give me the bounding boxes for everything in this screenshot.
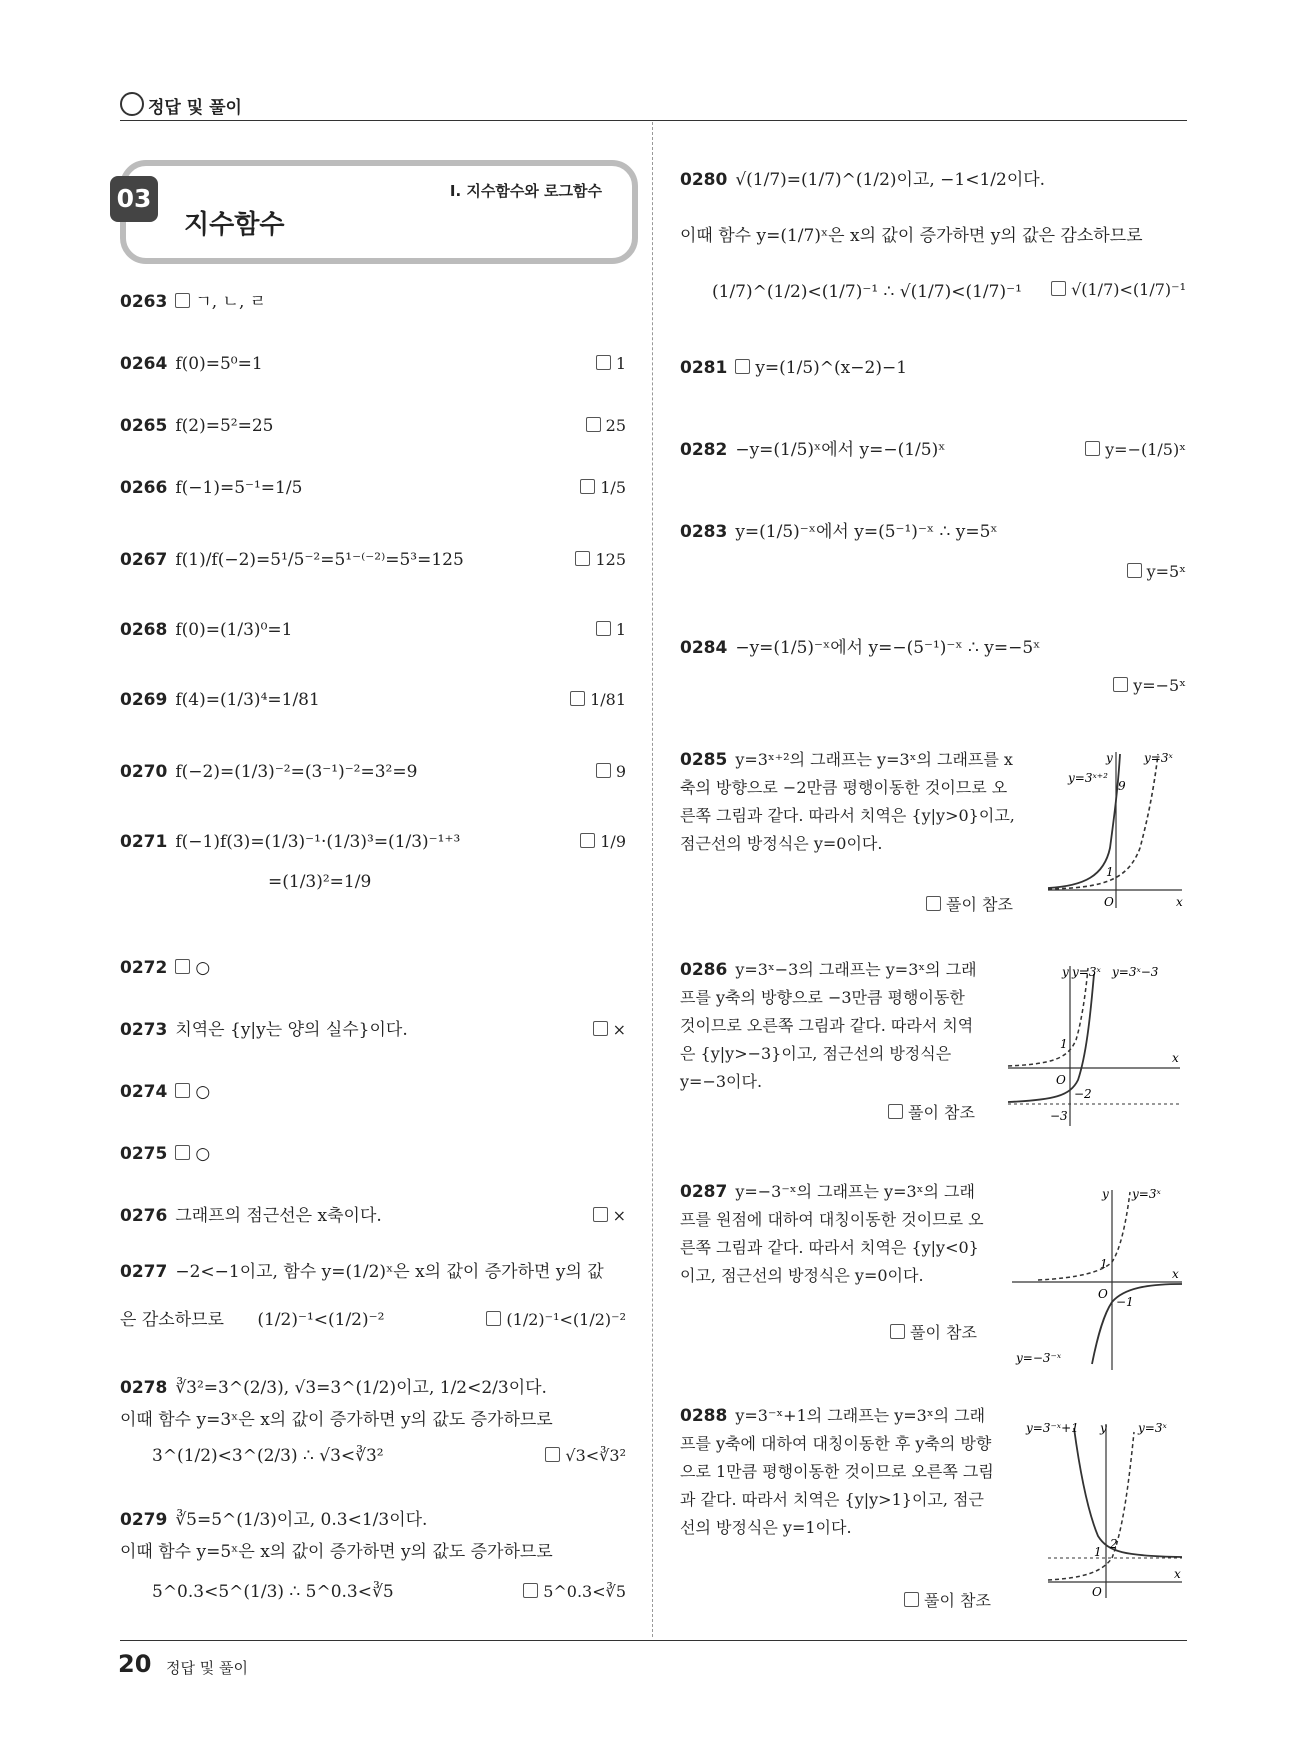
chapter-number: 03 bbox=[110, 176, 158, 222]
problem-item bbox=[120, 616, 292, 644]
problem-0286: 0286 y=3ˣ−3의 그래프는 y=3ˣ의 그래프를 y축의 방향으로 −3만큼 평행이동한 것이므로 오른쪽 그림과 같다. 따라서 치역은 {y|y>−3}이고, 점근선의 방정식은 y=−3이다. bbox=[680, 960, 977, 1091]
page-number: 20 bbox=[118, 1650, 152, 1678]
problem-text: f(0)=(1/3)⁰=1 bbox=[175, 620, 293, 640]
item-0271-line2: =(1/3)²=1/9 bbox=[268, 872, 372, 892]
graph-0288 bbox=[1024, 1412, 1186, 1602]
answer-0287: 풀이 참조 bbox=[890, 1320, 977, 1343]
problem-item bbox=[120, 758, 417, 786]
problem-0278: 0278 ∛3²=3^(2/3), √3=3^(1/2)이고, 1/2<2/3이다. bbox=[120, 1378, 547, 1398]
problem-0279-line3: 5^0.3<5^(1/3) ∴ 5^0.3<∛5 bbox=[152, 1582, 394, 1602]
answer-icon bbox=[175, 1083, 190, 1098]
answer bbox=[596, 762, 626, 781]
answer-value: ㄱ, ㄴ, ㄹ bbox=[195, 292, 267, 312]
label-mark-2: 1 bbox=[1106, 865, 1114, 879]
problem-text: f(2)=5²=25 bbox=[175, 416, 274, 436]
answer bbox=[596, 620, 626, 639]
footer-title: 정답 및 풀이 bbox=[166, 1659, 248, 1677]
footer-rule bbox=[120, 1640, 1187, 1641]
answer bbox=[593, 1206, 626, 1225]
problem-item bbox=[120, 828, 460, 856]
label-curve-2: y=3ˣ bbox=[1138, 1421, 1167, 1435]
problem-number: 0272 bbox=[120, 958, 168, 978]
label-y-axis: y bbox=[1062, 965, 1069, 979]
problem-number: 0265 bbox=[120, 416, 168, 436]
problem-0285: 0285 y=3ˣ⁺²의 그래프는 y=3ˣ의 그래프를 x축의 방향으로 −2만큼 평행이동한 것이므로 오른쪽 그림과 같다. 따라서 치역은 {y|y>0}이고, 점근선의 방정식은 y=0이다. bbox=[680, 750, 1015, 853]
problem-text: f(0)=5⁰=1 bbox=[175, 354, 263, 374]
problem-0278-line3: 3^(1/2)<3^(2/3) ∴ √3<∛3² bbox=[152, 1446, 384, 1466]
graph-0286 bbox=[1004, 960, 1186, 1132]
answer-icon bbox=[586, 417, 601, 432]
label-origin: O bbox=[1056, 1073, 1066, 1087]
answer-0282: y=−(1/5)ˣ bbox=[1085, 440, 1186, 459]
answer-icon bbox=[596, 355, 611, 370]
answer-icon bbox=[575, 551, 590, 566]
problem-text: 치역은 {y|y는 양의 실수}이다. bbox=[175, 1020, 408, 1040]
problem-number: 0270 bbox=[120, 762, 168, 782]
answer bbox=[570, 690, 626, 709]
answer bbox=[575, 550, 626, 569]
answer-icon bbox=[735, 359, 750, 374]
label-curve-1: y=3ˣ bbox=[1132, 1187, 1161, 1201]
label-y-axis: y bbox=[1106, 751, 1113, 765]
label-y-axis: y bbox=[1100, 1421, 1107, 1435]
answer-value: 1/81 bbox=[590, 690, 626, 709]
problem-number: 0266 bbox=[120, 478, 168, 498]
answer-icon bbox=[523, 1583, 538, 1598]
problem-item bbox=[120, 1202, 382, 1230]
problem-0288: 0288 y=3⁻ˣ+1의 그래프는 y=3ˣ의 그래프를 y축에 대하여 대칭이동한 후 y축의 방향으로 1만큼 평행이동한 것이므로 오른쪽 그림과 같다. 따라서 치역은 {y|y>1}이고, 점근선의 방정식은 y=1이다. bbox=[680, 1406, 994, 1537]
label-mark-1: 2 bbox=[1110, 1537, 1118, 1551]
label-mark-2: −1 bbox=[1116, 1295, 1134, 1309]
answer-0277: (1/2)⁻¹<(1/2)⁻² bbox=[486, 1310, 626, 1329]
problem-0277: 0277 −2<−1이고, 함수 y=(1/2)ˣ은 x의 값이 증가하면 y의 값 bbox=[120, 1262, 604, 1282]
label-mark-1: 9 bbox=[1118, 779, 1126, 793]
problem-text: f(−1)f(3)=(1/3)⁻¹·(1/3)³=(1/3)⁻¹⁺³ bbox=[175, 832, 461, 852]
problem-text: 그래프의 점근선은 x축이다. bbox=[175, 1206, 382, 1226]
label-mark-1: 1 bbox=[1060, 1037, 1068, 1051]
label-mark-3: −3 bbox=[1050, 1109, 1068, 1123]
answer-icon bbox=[545, 1447, 560, 1462]
problem-item bbox=[120, 412, 273, 440]
problem-number: 0268 bbox=[120, 620, 168, 640]
answer-icon bbox=[580, 833, 595, 848]
answer-icon bbox=[1051, 281, 1066, 296]
answer-value: × bbox=[612, 1206, 626, 1225]
chapter-part: Ⅰ. 지수함수와 로그함수 bbox=[449, 182, 602, 200]
label-curve-2: y=3ˣ−3 bbox=[1112, 965, 1159, 979]
label-mark-1: 1 bbox=[1100, 1257, 1108, 1271]
answer-0286: 풀이 참조 bbox=[888, 1100, 975, 1123]
curve-2 bbox=[1008, 974, 1094, 1102]
problem-number: 0263 bbox=[120, 292, 168, 312]
problem-number: 0267 bbox=[120, 550, 168, 570]
problem-0280-line3: (1/7)^(1/2)<(1/7)⁻¹ ∴ √(1/7)<(1/7)⁻¹ bbox=[712, 282, 1022, 302]
answer-0280: √(1/7)<(1/7)⁻¹ bbox=[1051, 280, 1186, 299]
problem-number: 0274 bbox=[120, 1082, 168, 1102]
answer-icon bbox=[175, 1145, 190, 1160]
problem-0279-line2: 이때 함수 y=5ˣ은 x의 값이 증가하면 y의 값도 증가하므로 bbox=[120, 1542, 553, 1562]
mascot-icon bbox=[120, 92, 144, 116]
answer bbox=[586, 416, 626, 435]
header-title: 정답 및 풀이 bbox=[148, 98, 242, 118]
column-divider bbox=[652, 122, 653, 1637]
problem-number: 0273 bbox=[120, 1020, 168, 1040]
problem-text: f(−1)=5⁻¹=1/5 bbox=[175, 478, 303, 498]
problem-0281: 0281 y=(1/5)^(x−2)−1 bbox=[680, 358, 908, 378]
problem-item bbox=[120, 954, 210, 982]
problem-0280-line2: 이때 함수 y=(1/7)ˣ은 x의 값이 증가하면 y의 값은 감소하므로 bbox=[680, 226, 1143, 246]
chapter-box bbox=[116, 160, 638, 264]
problem-item bbox=[120, 474, 302, 502]
problem-number: 0276 bbox=[120, 1206, 168, 1226]
answer-value: 1/9 bbox=[600, 832, 626, 851]
answer bbox=[580, 478, 626, 497]
answer-0288: 풀이 참조 bbox=[904, 1588, 991, 1611]
problem-item bbox=[120, 1140, 210, 1168]
answer-0278: √3<∛3² bbox=[545, 1446, 626, 1465]
answer-value: 125 bbox=[595, 550, 626, 569]
label-x-axis: x bbox=[1174, 1567, 1181, 1581]
label-origin: O bbox=[1098, 1287, 1108, 1301]
problem-item bbox=[120, 1078, 210, 1106]
answer-0284: y=−5ˣ bbox=[1113, 676, 1186, 695]
answer-icon bbox=[926, 896, 941, 911]
answer-0283: y=5ˣ bbox=[1127, 562, 1186, 581]
label-mark-2: 1 bbox=[1094, 1545, 1102, 1559]
problem-0283: 0283 y=(1/5)⁻ˣ에서 y=(5⁻¹)⁻ˣ ∴ y=5ˣ bbox=[680, 522, 998, 542]
problem-item bbox=[120, 288, 266, 316]
label-curve-1: y=3⁻ˣ+1 bbox=[1026, 1421, 1079, 1435]
label-x-axis: x bbox=[1176, 895, 1183, 909]
problem-number: 0264 bbox=[120, 354, 168, 374]
problem-number: 0269 bbox=[120, 690, 168, 710]
problem-item bbox=[120, 686, 320, 714]
label-curve-1: y=3ˣ bbox=[1072, 965, 1101, 979]
answer-icon bbox=[175, 959, 190, 974]
label-origin: O bbox=[1104, 895, 1114, 909]
graph-0285 bbox=[1044, 748, 1186, 914]
problem-text: f(−2)=(1/3)⁻²=(3⁻¹)⁻²=3²=9 bbox=[175, 762, 418, 782]
answer-icon bbox=[593, 1207, 608, 1222]
answer-icon bbox=[486, 1311, 501, 1326]
label-x-axis: x bbox=[1172, 1267, 1179, 1281]
answer-icon bbox=[596, 763, 611, 778]
problem-text: f(1)/f(−2)=5¹/5⁻²=5¹⁻⁽⁻²⁾=5³=125 bbox=[175, 550, 464, 570]
problem-number: 0271 bbox=[120, 832, 168, 852]
answer-value: 1 bbox=[615, 620, 626, 639]
answer-value: 1 bbox=[615, 354, 626, 373]
answer-icon bbox=[904, 1592, 919, 1607]
answer-icon bbox=[596, 621, 611, 636]
problem-0279: 0279 ∛5=5^(1/3)이고, 0.3<1/3이다. bbox=[120, 1510, 428, 1530]
label-y-axis: y bbox=[1102, 1187, 1109, 1201]
problem-0278-line2: 이때 함수 y=3ˣ은 x의 값이 증가하면 y의 값도 증가하므로 bbox=[120, 1410, 553, 1430]
answer bbox=[580, 832, 626, 851]
answer-value: 1/5 bbox=[600, 478, 626, 497]
answer-icon bbox=[593, 1021, 608, 1036]
curve-1 bbox=[1038, 1192, 1130, 1280]
answer-value: ○ bbox=[195, 1082, 211, 1102]
answer-icon bbox=[570, 691, 585, 706]
problem-item bbox=[120, 350, 263, 378]
problem-0280: 0280 √(1/7)=(1/7)^(1/2)이고, −1<1/2이다. bbox=[680, 170, 1046, 190]
answer bbox=[596, 354, 626, 373]
chapter-name: 지수함수 bbox=[184, 210, 285, 240]
graph-0287 bbox=[1008, 1184, 1186, 1374]
label-curve-2: y=−3⁻ˣ bbox=[1016, 1351, 1062, 1365]
label-x-axis: x bbox=[1172, 1051, 1179, 1065]
answer-value: 25 bbox=[605, 416, 626, 435]
answer-icon bbox=[175, 293, 190, 308]
curve-1 bbox=[1008, 968, 1088, 1066]
answer-icon bbox=[1113, 677, 1128, 692]
answer-icon bbox=[888, 1104, 903, 1119]
problem-0282: 0282 −y=(1/5)ˣ에서 y=−(1/5)ˣ bbox=[680, 440, 946, 460]
answer-0279: 5^0.3<∛5 bbox=[523, 1582, 626, 1601]
problem-text: f(4)=(1/3)⁴=1/81 bbox=[175, 690, 320, 710]
answer-0285: 풀이 참조 bbox=[926, 892, 1013, 915]
answer-value: × bbox=[612, 1020, 626, 1039]
label-origin: O bbox=[1092, 1585, 1102, 1599]
problem-item bbox=[120, 1016, 408, 1044]
label-curve-1: y=3ˣ⁺² bbox=[1068, 771, 1108, 785]
problem-item bbox=[120, 546, 464, 574]
problem-0277-line2: 은 감소하므로 (1/2)⁻¹<(1/2)⁻² bbox=[120, 1310, 385, 1330]
answer-value: ○ bbox=[195, 958, 211, 978]
answer-icon bbox=[890, 1324, 905, 1339]
running-header bbox=[120, 92, 1187, 121]
answer-icon bbox=[1127, 563, 1142, 578]
problem-0284: 0284 −y=(1/5)⁻ˣ에서 y=−(5⁻¹)⁻ˣ ∴ y=−5ˣ bbox=[680, 638, 1041, 658]
answer-icon bbox=[1085, 441, 1100, 456]
label-curve-2: y=3ˣ bbox=[1144, 751, 1173, 765]
problem-0287: 0287 y=−3⁻ˣ의 그래프는 y=3ˣ의 그래프를 원점에 대하여 대칭이동한 것이므로 오른쪽 그림과 같다. 따라서 치역은 {y|y<0}이고, 점근선의 방정식은 y=0이다. bbox=[680, 1182, 984, 1285]
answer bbox=[593, 1020, 626, 1039]
problem-number: 0275 bbox=[120, 1144, 168, 1164]
label-mark-2: −2 bbox=[1074, 1087, 1092, 1101]
answer-icon bbox=[580, 479, 595, 494]
answer-value: ○ bbox=[195, 1144, 211, 1164]
answer-value: 9 bbox=[615, 762, 626, 781]
curve-1 bbox=[1074, 1428, 1182, 1557]
